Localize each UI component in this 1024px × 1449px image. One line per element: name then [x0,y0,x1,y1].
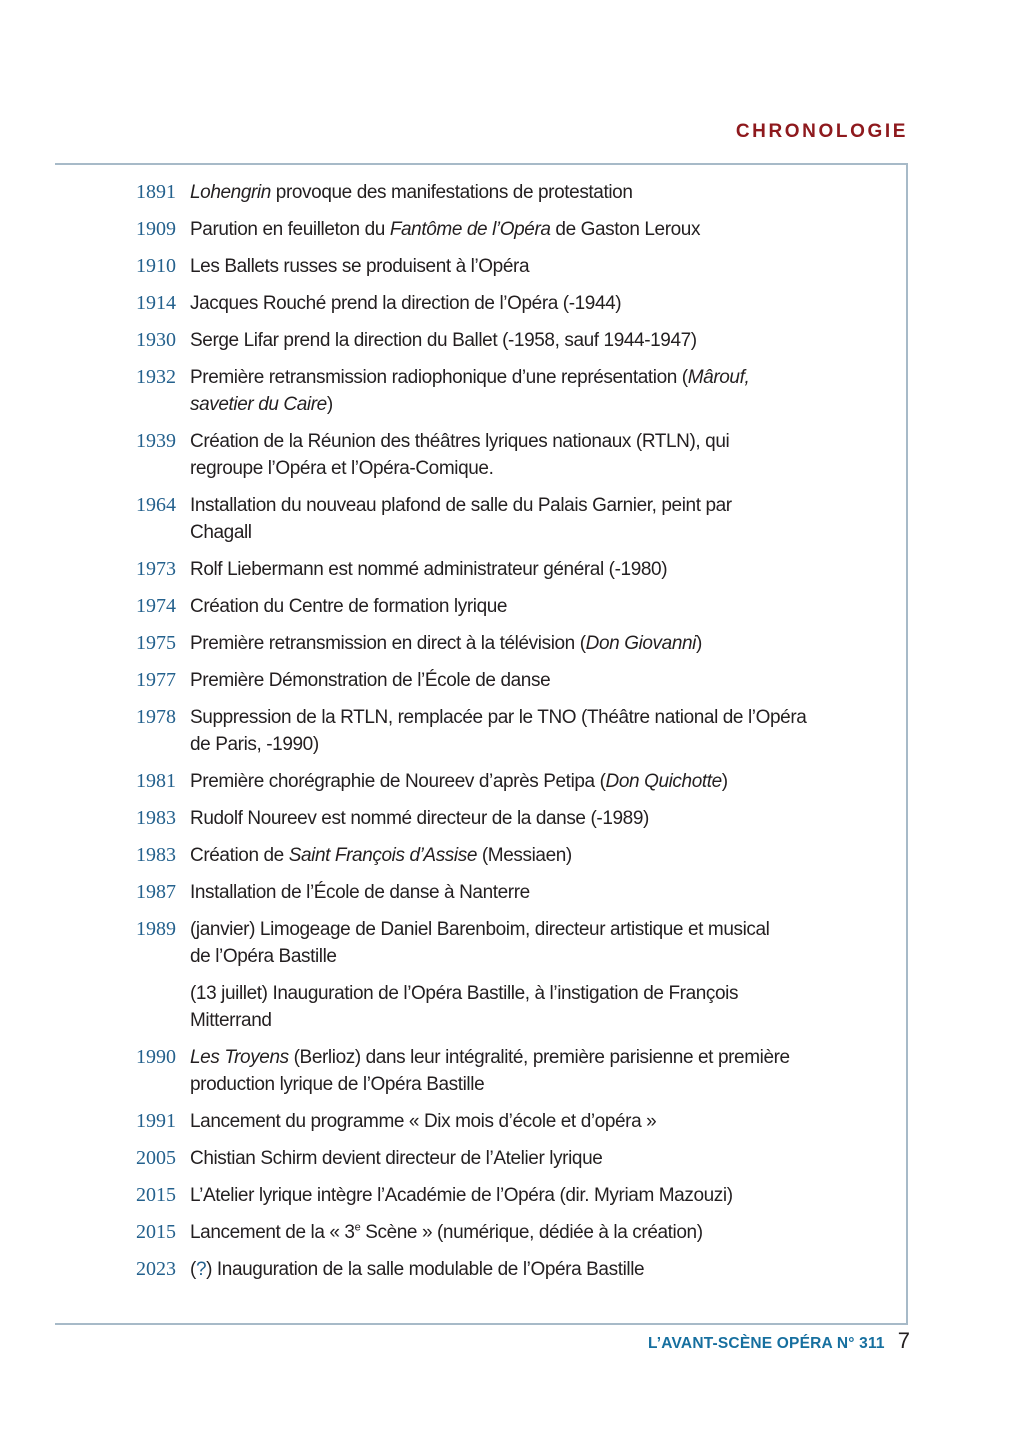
timeline-entry [55,805,890,832]
timeline-description: Parution en feuilleton du Fantôme de l’Opéra de Gaston Leroux [190,219,701,240]
timeline-entry [55,1256,890,1283]
timeline-year: 2015 [136,1184,176,1206]
timeline-description: Lancement du programme « Dix mois d’école et d’opéra » [190,1111,657,1132]
timeline-description: (janvier) Limogeage de Daniel Barenboim, directeur artistique et musical de l’Opéra Bastille [190,919,770,967]
timeline-year: 1983 [136,807,176,829]
timeline-entry [55,556,890,583]
page-footer [648,1328,910,1354]
timeline-year: 1989 [136,918,176,940]
timeline-description: (?) Inauguration de la salle modulable de l’Opéra Bastille [190,1259,645,1280]
timeline-description: Première chorégraphie de Noureev d’après Petipa (Don Quichotte) [190,771,728,792]
timeline-entry [55,842,890,869]
timeline-year: 2015 [136,1221,176,1243]
timeline-year: 1991 [136,1110,176,1132]
chronology-box [55,163,908,1325]
timeline-year: 1914 [136,292,176,314]
timeline-description: L’Atelier lyrique intègre l’Académie de l’Opéra (dir. Myriam Mazouzi) [190,1185,733,1206]
timeline-description: Première retransmission radiophonique d’une représentation (Mârouf, savetier du Caire) [190,367,750,415]
timeline-entry [55,1108,890,1135]
timeline-description: Suppression de la RTLN, remplacée par le TNO (Théâtre national de l’Opéra de Paris, -1990) [190,707,807,755]
timeline-year: 2005 [136,1147,176,1169]
timeline-year: 1990 [136,1046,176,1068]
timeline-list [55,179,890,1283]
page-title: CHRONOLOGIE [735,121,908,142]
timeline-year: 1910 [136,255,176,277]
timeline-entry [55,216,890,243]
timeline-entry [55,667,890,694]
timeline-description: Les Ballets russes se produisent à l’Opéra [190,256,530,277]
timeline-description: Les Troyens (Berlioz) dans leur intégralité, première parisienne et première production lyrique de l’Opéra Bastille [190,1047,790,1095]
journal-title: L’AVANT-SCÈNE OPÉRA N° 311 [647,1335,885,1352]
timeline-description: Création du Centre de formation lyrique [190,596,508,617]
timeline-entry [55,1219,890,1246]
timeline-entry [55,1182,890,1209]
timeline-entry [55,704,890,758]
timeline-description: Installation de l’École de danse à Nanterre [190,882,530,903]
timeline-year: 1974 [136,595,176,617]
timeline-year: 1939 [136,430,176,452]
timeline-description: Rudolf Noureev est nommé directeur de la danse (-1989) [190,808,649,829]
timeline-entry [55,1044,890,1098]
timeline-year: 1932 [136,366,176,388]
timeline-entry [55,290,890,317]
timeline-description: Jacques Rouché prend la direction de l’Opéra (-1944) [190,293,622,314]
timeline-description: Lohengrin provoque des manifestations de protestation [190,182,633,203]
timeline-entry [55,879,890,906]
timeline-entry [55,630,890,657]
timeline-description: Première retransmission en direct à la télévision (Don Giovanni) [190,633,702,654]
timeline-entry [55,1145,890,1172]
page-number: 7 [897,1328,910,1353]
timeline-entry [55,179,890,206]
timeline-entry [55,916,890,970]
timeline-description: Création de la Réunion des théâtres lyriques nationaux (RTLN), qui regroupe l’Opéra et l’Opéra-Comique. [190,431,730,479]
timeline-year: 1987 [136,881,176,903]
timeline-year: 1891 [136,181,176,203]
timeline-description: Serge Lifar prend la direction du Ballet (-1958, sauf 1944-1947) [190,330,697,351]
timeline-year: 1983 [136,844,176,866]
timeline-year: 1973 [136,558,176,580]
timeline-year: 1978 [136,706,176,728]
timeline-entry [55,364,890,418]
timeline-entry [55,980,890,1034]
timeline-entry [55,593,890,620]
timeline-entry [55,327,890,354]
timeline-year: 1909 [136,218,176,240]
timeline-description: Rolf Liebermann est nommé administrateur général (-1980) [190,559,668,580]
timeline-description: Chistian Schirm devient directeur de l’Atelier lyrique [190,1148,603,1169]
timeline-year: 1981 [136,770,176,792]
timeline-entry [55,253,890,280]
timeline-year: 1975 [136,632,176,654]
timeline-entry [55,428,890,482]
timeline-entry [55,492,890,546]
timeline-year: 2023 [136,1258,176,1280]
timeline-year: 1930 [136,329,176,351]
timeline-description: Lancement de la « 3e Scène » (numérique, dédiée à la création) [190,1221,703,1243]
timeline-description: Création de Saint François d’Assise (Messiaen) [190,845,572,866]
timeline-year: 1964 [136,494,176,516]
timeline-year: 1977 [136,669,176,691]
timeline-entry [55,768,890,795]
timeline-description: (13 juillet) Inauguration de l’Opéra Bastille, à l’instigation de François Mitterrand [190,983,739,1031]
timeline-description: Première Démonstration de l’École de danse [190,670,551,691]
timeline-description: Installation du nouveau plafond de salle du Palais Garnier, peint par Chagall [190,495,732,543]
